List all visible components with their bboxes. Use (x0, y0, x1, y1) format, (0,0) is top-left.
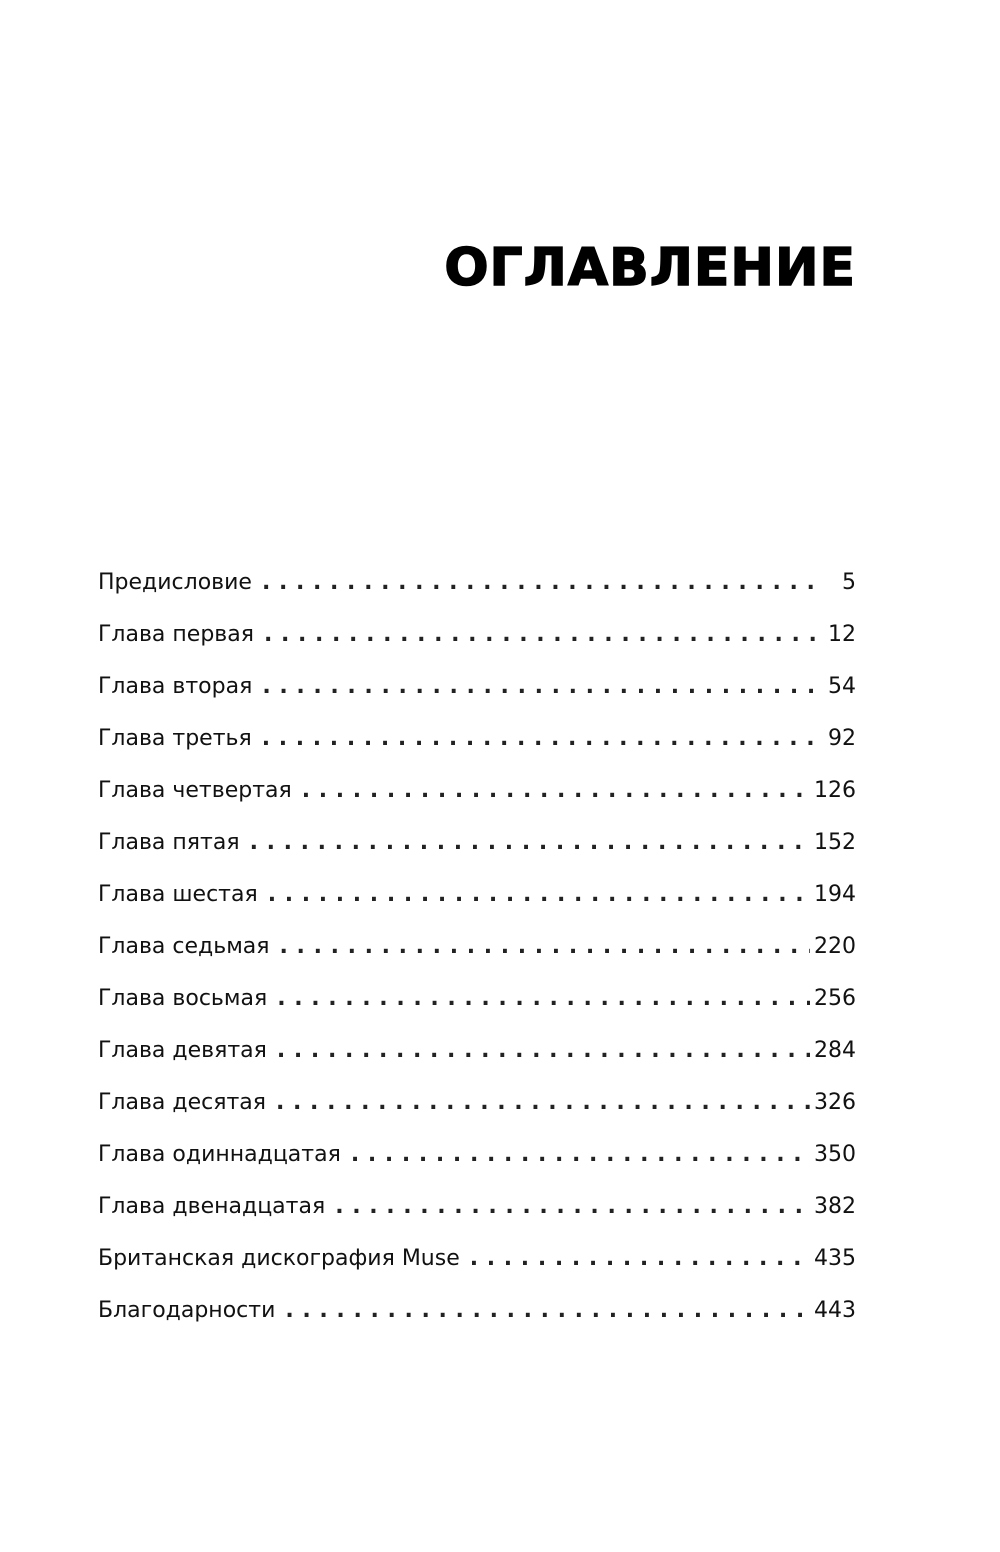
toc-entry[interactable] (98, 1132, 856, 1184)
toc-page-number: 12 (828, 622, 856, 647)
toc-dot-leader (268, 872, 810, 918)
toc-entry[interactable] (98, 612, 856, 664)
toc-entry[interactable] (98, 872, 856, 924)
toc-entry[interactable] (98, 768, 856, 820)
toc-page-number: 92 (828, 726, 856, 751)
toc-page-number: 382 (814, 1194, 856, 1219)
toc-dot-leader (264, 612, 824, 658)
toc-page-number: 326 (814, 1090, 856, 1115)
toc-entry-label: Глава четвертая (98, 778, 292, 803)
toc-dot-leader (277, 1028, 810, 1074)
toc-entry[interactable] (98, 560, 856, 612)
toc-page-number: 435 (814, 1246, 856, 1271)
toc-dot-leader (335, 1184, 810, 1230)
toc-entry-label: Благодарности (98, 1298, 276, 1323)
toc-page-number: 126 (814, 778, 856, 803)
toc-dot-leader (277, 976, 810, 1022)
toc-entry-label: Глава восьмая (98, 986, 268, 1011)
toc-dot-leader (285, 1288, 810, 1334)
toc-entry[interactable] (98, 716, 856, 768)
toc-page-number: 152 (814, 830, 856, 855)
toc-dot-leader (302, 768, 810, 814)
toc-dot-leader (470, 1236, 810, 1282)
toc-dot-leader (280, 924, 810, 970)
toc-page-number: 220 (814, 934, 856, 959)
toc-page-number: 5 (842, 570, 856, 595)
toc-dot-leader (262, 664, 824, 710)
toc-entry-label: Глава первая (98, 622, 254, 647)
toc-entry[interactable] (98, 1080, 856, 1132)
toc-entry-label: Глава двенадцатая (98, 1194, 326, 1219)
toc-dot-leader (276, 1080, 810, 1126)
toc-page-number: 350 (814, 1142, 856, 1167)
toc-entry[interactable] (98, 1288, 856, 1340)
toc-entry-label: Предисловие (98, 570, 252, 595)
toc-entry-label: Глава третья (98, 726, 252, 751)
toc-entry-label: Глава седьмая (98, 934, 270, 959)
toc-entry[interactable] (98, 664, 856, 716)
toc-dot-leader (262, 716, 824, 762)
toc-entry-label: Глава шестая (98, 882, 258, 907)
toc-entry[interactable] (98, 924, 856, 976)
toc-dot-leader (250, 820, 810, 866)
toc-page-number: 443 (814, 1298, 856, 1323)
toc-entry-label: Глава вторая (98, 674, 253, 699)
toc-page-number: 284 (814, 1038, 856, 1063)
toc-entry[interactable] (98, 1028, 856, 1080)
toc-entry[interactable] (98, 820, 856, 872)
toc-entry-label: Британская дискография Muse (98, 1246, 460, 1271)
toc-entry-label: Глава десятая (98, 1090, 267, 1115)
page-title: ОГЛАВЛЕНИЕ (444, 238, 856, 298)
toc-page-number: 256 (814, 986, 856, 1011)
toc-entry-label: Глава пятая (98, 830, 240, 855)
toc-dot-leader (262, 560, 824, 606)
toc-entry-label: Глава одиннадцатая (98, 1142, 341, 1167)
toc-entry[interactable] (98, 1236, 856, 1288)
toc-entry[interactable] (98, 976, 856, 1028)
toc-page-number: 194 (814, 882, 856, 907)
toc-entry[interactable] (98, 1184, 856, 1236)
table-of-contents (98, 560, 856, 1340)
toc-entry-label: Глава девятая (98, 1038, 267, 1063)
toc-page-number: 54 (828, 674, 856, 699)
toc-dot-leader (351, 1132, 810, 1178)
